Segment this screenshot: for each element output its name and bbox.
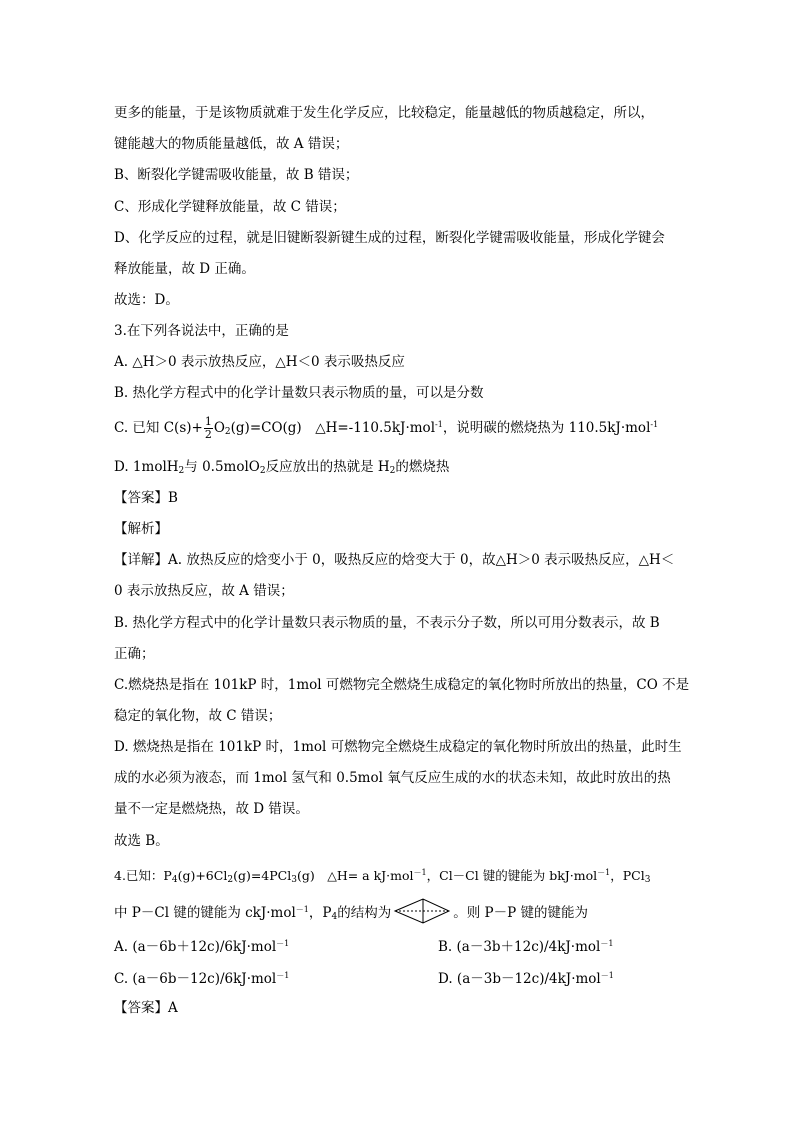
option-c-text: C. (a－6b－12c)/6kJ·mol xyxy=(114,971,277,987)
question-4-stem xyxy=(114,864,650,889)
analysis-label: 【解析】 xyxy=(114,521,168,537)
fraction-denominator: 2 xyxy=(204,428,212,441)
explanation-line: 0 表示放热反应，故 A 错误； xyxy=(114,583,294,599)
explanation-line: C.燃烧热是指在 101kP 时，1mol 可燃物完全燃烧生成稳定的氧化物时所放出的热量，CO 不是 xyxy=(114,677,690,693)
fraction xyxy=(204,416,213,441)
option-d-text: 反应放出的热就是 H xyxy=(265,459,390,475)
explanation-line: 量不一定是燃烧热，故 D 错误。 xyxy=(114,801,309,817)
fraction-numerator: 1 xyxy=(204,415,212,428)
superscript: -1 xyxy=(650,420,659,429)
explanation-line: B. 热化学方程式中的化学计量数只表示物质的量，不表示分子数，所以可用分数表示，故 B xyxy=(114,615,660,631)
superscript: －1 xyxy=(276,971,290,980)
option-c-text: (g)=CO(g) △H=-110.5kJ·mol xyxy=(230,420,436,436)
text-line: C、形成化学键释放能量，故 C 错误； xyxy=(114,199,346,215)
stem-text: 的结构为 xyxy=(337,905,392,921)
stem-text: (g) △H= a kJ·mol xyxy=(296,868,414,883)
superscript: －1 xyxy=(295,905,309,914)
question-4-answer: 【答案】A xyxy=(114,1000,178,1016)
question-4-stem-cont xyxy=(114,898,588,929)
subscript: 4 xyxy=(331,912,338,922)
option-d-text: 的燃烧热 xyxy=(395,459,450,475)
superscript: －1 xyxy=(600,971,614,980)
superscript: -1 xyxy=(435,420,443,429)
option-b-text: B. (a－3b＋12c)/4kJ·mol xyxy=(438,939,601,955)
text-line: 故选：D。 xyxy=(114,292,179,308)
superscript: －1 xyxy=(276,939,290,948)
text-line: D、化学反应的过程，就是旧键断裂新键生成的过程，断裂化学键需吸收能量，形成化学键会 xyxy=(114,230,665,246)
option-c-text: ，说明碳的燃烧热为 110.5kJ·mol xyxy=(442,420,651,436)
subscript: 4 xyxy=(171,875,178,885)
question-4-option-b xyxy=(438,935,613,956)
question-3-stem: 3.在下列各说法中，正确的是 xyxy=(114,323,289,339)
explanation-line: 稳定的氧化物，故 C 错误； xyxy=(114,708,282,724)
answer-label: 【答案】B xyxy=(114,490,178,506)
subscript: 2 xyxy=(178,466,185,476)
subscript: 3 xyxy=(644,875,651,885)
stem-text: (g)+6Cl xyxy=(177,868,228,883)
explanation-line: D. 燃烧热是指在 101kP 时，1mol 可燃物完全燃烧生成稳定的氧化物时所放出的热量，此时生 xyxy=(114,739,682,755)
conclusion: 故选 B。 xyxy=(114,833,169,849)
text-line: B、断裂化学键需吸收能量，故 B 错误； xyxy=(114,167,359,183)
option-c-text: C. 已知 C(s)+ xyxy=(114,420,203,436)
option-d-text: 与 0.5molO xyxy=(184,459,260,475)
question-3-option-a: A. △H＞0 表示放热反应，△H＜0 表示吸热反应 xyxy=(114,354,405,370)
oxygen-symbol: O xyxy=(213,420,225,436)
stem-text: ，Cl－Cl 键的键能为 bkJ·mol xyxy=(426,868,598,883)
question-3-option-d xyxy=(114,458,449,480)
stem-text: ，P xyxy=(308,905,332,921)
option-d-text: D. 1molH xyxy=(114,459,179,475)
text-line: 释放能量，故 D 正确。 xyxy=(114,261,255,277)
subscript: 2 xyxy=(389,466,396,476)
subscript: 2 xyxy=(224,427,231,437)
p4-tetrahedron-figure xyxy=(393,898,451,929)
superscript: －1 xyxy=(413,868,427,877)
option-d-text: D. (a－3b－12c)/4kJ·mol xyxy=(438,971,601,987)
option-a-text: A. (a－6b＋12c)/6kJ·mol xyxy=(114,939,277,955)
subscript: 2 xyxy=(227,875,234,885)
stem-text: (g)=4PCl xyxy=(233,868,292,883)
question-4-option-d xyxy=(438,967,614,988)
explanation-line: 正确； xyxy=(114,646,155,662)
text-line: 更多的能量，于是该物质就难于发生化学反应，比较稳定，能量越低的物质越稳定，所以， xyxy=(114,105,654,121)
question-4-option-a xyxy=(114,935,289,956)
subscript: 2 xyxy=(259,466,266,476)
explanation-line: 【详解】A. 放热反应的焓变小于 0，吸热反应的焓变大于 0，故△H＞0 表示吸热反应，△H＜ xyxy=(114,552,675,568)
superscript: －1 xyxy=(600,939,614,948)
text-line: 键能越大的物质能量越低，故 A 错误； xyxy=(114,136,349,152)
question-4-option-c xyxy=(114,967,289,988)
stem-text: 。则 P－P 键的键能为 xyxy=(453,905,588,921)
stem-text: 4.已知：P xyxy=(114,868,172,883)
subscript: 3 xyxy=(291,875,297,885)
superscript: －1 xyxy=(597,868,611,877)
question-3-option-c xyxy=(114,416,658,441)
stem-text: 中 P－Cl 键的键能为 ckJ·mol xyxy=(114,905,296,921)
question-3-option-b: B. 热化学方程式中的化学计量数只表示物质的量，可以是分数 xyxy=(114,385,484,401)
stem-text: ，PCl xyxy=(610,868,645,883)
explanation-line: 成的水必须为液态，而 1mol 氢气和 0.5mol 氧气反应生成的水的状态未知，故此时放出的热 xyxy=(114,770,671,786)
